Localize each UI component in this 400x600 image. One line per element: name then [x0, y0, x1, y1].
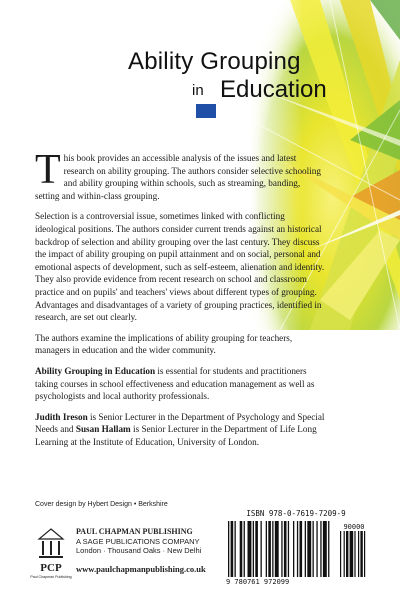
- addon-bar: [344, 531, 345, 577]
- author-2: Susan Hallam: [75, 424, 131, 435]
- barcode-bar: [266, 521, 267, 577]
- addon-bar: [354, 531, 355, 577]
- addon-bar: [340, 531, 341, 577]
- blurb-text-4: is essential for students and practitioners taking courses in school effectiveness and education management as well as psychologists and local authority professionals.: [35, 365, 315, 402]
- barcode: [226, 509, 366, 591]
- barcode-bar: [328, 521, 329, 577]
- barcode-bar: [235, 521, 236, 577]
- blurb-paragraph-4: [35, 365, 325, 403]
- accent-square: [196, 104, 216, 118]
- barcode-bar: [248, 521, 252, 577]
- title-connector: in: [192, 82, 204, 99]
- barcode-bar: [272, 521, 273, 577]
- author-bios: [35, 411, 325, 449]
- addon-bar: [346, 531, 348, 577]
- barcode-bar: [297, 521, 298, 577]
- barcode-bar: [316, 521, 317, 577]
- title-line-2: Education: [220, 76, 327, 103]
- publisher-cities: London · Thousand Oaks · New Delhi: [76, 546, 202, 555]
- publisher-company: A SAGE PUBLICATIONS COMPANY: [76, 536, 200, 546]
- barcode-bar: [268, 521, 271, 577]
- blurb-text-1: his book provides an accessible analysis of the issues and latest research on ability grouping. The authors consider selective schooling and ability grouping within schools, such as streaming, banding, setting and within-class grouping.: [35, 153, 321, 201]
- addon-bar: [364, 531, 365, 577]
- barcode-bar: [275, 521, 279, 577]
- author-bio-mid: is Senior Lecturer in the Department of Psychology and Special Needs and: [35, 411, 325, 435]
- barcode-bar: [305, 521, 306, 577]
- barcode-bar: [284, 521, 287, 577]
- barcode-bar: [281, 521, 282, 577]
- barcode-bar: [231, 521, 234, 577]
- publisher-name: PAUL CHAPMAN PUBLISHING: [76, 527, 193, 536]
- barcode-bars: [226, 521, 366, 579]
- barcode-bar: [320, 521, 321, 577]
- barcode-bar: [261, 521, 262, 577]
- barcode-bar: [228, 521, 229, 577]
- blurb-paragraph-1: [35, 147, 325, 202]
- dropcap: T: [35, 147, 61, 193]
- blurb-paragraph-3: The authors examine the implications of ability grouping for teachers, managers in education and the wider community.: [35, 332, 293, 356]
- barcode-bar: [244, 521, 245, 577]
- barcode-bar: [255, 521, 258, 577]
- title-line-1: Ability Grouping: [128, 48, 301, 75]
- blurb-paragraph-2: Selection is a controversial issue, sometimes linked with conflicting ideological positions. The authors consider current trends against an historical backdrop of selection and ability grouping over the last century. They discuss the impact of ability grouping on pupil attainment and on social, personal and emotional aspects of development, such as self-esteem, alienation and identity. They also provide evidence from recent research on school and classroom practice and on pupils' and teachers' views about different types of grouping. Advantages and disadvantages of a variety of grouping practices, identified in research, are set out clearly.: [35, 211, 325, 323]
- addon-bar: [360, 531, 362, 577]
- barcode-bar: [240, 521, 243, 577]
- publisher-url[interactable]: www.paulchapmanpublishing.co.uk: [76, 563, 206, 574]
- publisher-info: [76, 527, 206, 574]
- barcode-bar: [288, 521, 289, 577]
- barcode-bar: [300, 521, 303, 577]
- addon-bar: [350, 531, 354, 577]
- blurb: [35, 147, 325, 456]
- author-1: Judith Ireson: [35, 411, 88, 422]
- barcode-bar: [293, 521, 294, 577]
- book-title-inline: Ability Grouping in Education: [35, 365, 156, 376]
- barcode-bar: [307, 521, 311, 577]
- pcp-logo: [30, 527, 72, 589]
- barcode-bar: [323, 521, 327, 577]
- barcode-bar: [313, 521, 314, 577]
- pcp-logo-sub: Paul Chapman Publishing: [30, 575, 72, 579]
- addon-bar: [358, 531, 359, 577]
- pcp-logo-text: PCP: [40, 562, 62, 574]
- barcode-bar: [253, 521, 254, 577]
- cover-design-credit: Cover design by Hybert Design • Berkshire: [35, 501, 168, 508]
- author-bio-rest: is Senior Lecturer in the Department of Life Long Learning at the Institute of Education, University of London.: [35, 424, 317, 447]
- price-code: 90000: [343, 523, 365, 531]
- barcode-digits: 9 780761 972099: [226, 578, 290, 586]
- isbn-label: ISBN 978-0-7619-7209-9: [246, 509, 346, 518]
